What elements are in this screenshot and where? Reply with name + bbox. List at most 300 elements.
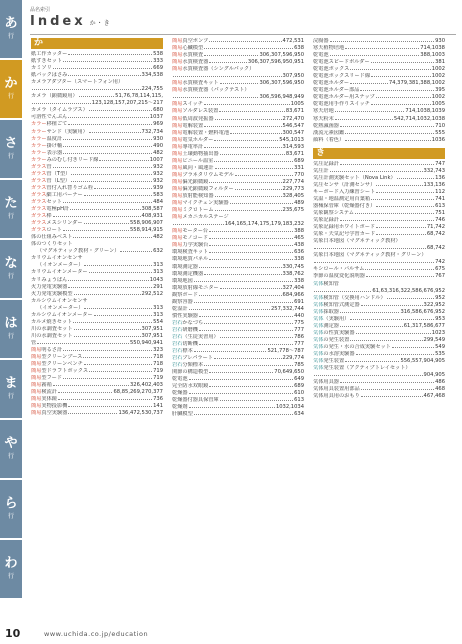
- entry-prefix: 気体: [313, 315, 324, 322]
- entry-page: 338: [294, 256, 304, 263]
- entry-page: 746: [435, 217, 445, 224]
- leader-dots: [392, 344, 434, 348]
- entry-page: 334,538: [141, 72, 163, 79]
- entry-page: 313: [153, 269, 163, 276]
- entry-page: 71,742: [426, 224, 445, 231]
- entry-label: カミソリ: [31, 65, 52, 72]
- entry-page: 558,914,915: [129, 227, 163, 234]
- entry-page: 1037: [149, 114, 163, 121]
- index-entry: [31, 403, 163, 410]
- entry-name: [313, 330, 355, 337]
- leader-dots: [355, 210, 434, 214]
- entry-label: 検流計: [41, 389, 57, 396]
- entry-label: 測定器: [323, 322, 339, 329]
- entry-prefix: 気体: [313, 322, 324, 329]
- entry-name: [313, 45, 344, 52]
- entry-prefix: 簡易: [31, 375, 42, 382]
- leader-dots: [199, 313, 293, 317]
- leader-dots: [79, 93, 114, 97]
- header-divider: [30, 34, 456, 35]
- tab-kana: さ: [4, 136, 18, 151]
- entry-label: 気圧計測実験セット（Nova Link）: [313, 174, 396, 181]
- leader-dots: [89, 107, 152, 111]
- entry-name: [31, 403, 67, 410]
- leader-dots: [74, 291, 141, 295]
- index-entry: [31, 298, 163, 305]
- leader-dots: [376, 94, 431, 98]
- entry-name: [313, 73, 370, 80]
- tab-5[interactable]: [0, 300, 22, 360]
- leader-dots: [220, 334, 293, 338]
- leader-dots: [376, 182, 422, 186]
- entry-name: [172, 320, 203, 327]
- entry-prefix: 簡易: [172, 193, 183, 200]
- tab-3[interactable]: [0, 180, 22, 240]
- entry-prefix: 簡易: [172, 45, 183, 52]
- tab-kana: や: [4, 436, 18, 451]
- entry-page: 395: [435, 87, 445, 94]
- entry-label: 火力発電実験模型: [31, 290, 73, 297]
- leader-dots: [214, 137, 278, 141]
- entry-name: [313, 358, 344, 365]
- index-entry: [172, 327, 304, 334]
- footer-url[interactable]: www.uchida.co.jp/education: [44, 630, 149, 638]
- entry-label: カメラアダプター（スマートフォン用）: [31, 79, 124, 86]
- entry-label: 導電率計: [182, 143, 204, 150]
- entry-label: 器械保管庫（乾燥器付き）: [313, 202, 376, 209]
- entry-label: 風向・風速計: [182, 164, 214, 171]
- entry-page: 549: [435, 343, 445, 350]
- entry-name: [172, 172, 234, 179]
- tab-0[interactable]: [0, 0, 22, 60]
- leader-dots: [204, 123, 281, 127]
- entry-name: [313, 38, 329, 45]
- entry-page: 675: [435, 266, 445, 273]
- entry-name: [313, 386, 360, 393]
- entry-name: [172, 123, 203, 130]
- entry-name: [313, 266, 364, 273]
- entry-name: [172, 165, 214, 172]
- entry-prefix: 気体: [313, 343, 324, 350]
- entry-label: プラネタリウムモデル: [182, 171, 234, 178]
- entry-prefix: 岩石: [172, 326, 183, 333]
- index-entry: [313, 386, 445, 393]
- leader-dots: [220, 285, 282, 289]
- entry-name: [172, 158, 213, 165]
- entry-prefix: 簡易: [31, 346, 42, 353]
- entry-label: 乾燥器付器具保管庫: [172, 397, 219, 404]
- leader-dots: [199, 264, 282, 268]
- entry-name: [31, 206, 69, 213]
- entry-page: 438: [294, 242, 304, 249]
- index-entry: [172, 87, 304, 94]
- entry-name: [172, 116, 214, 123]
- entry-name: [31, 347, 62, 354]
- index-entry: [313, 116, 445, 123]
- index-entry: [31, 340, 163, 347]
- index-entry: [313, 266, 445, 273]
- leader-dots: [345, 137, 431, 141]
- entry-page: 440: [294, 312, 304, 319]
- leader-dots: [209, 59, 247, 63]
- tab-1[interactable]: [0, 60, 22, 120]
- entry-page: 550,940,941: [129, 339, 163, 346]
- entry-label: みのむし付きリード線: [46, 156, 99, 163]
- entry-label: 移植ごて: [46, 121, 68, 128]
- index-entry: [31, 241, 163, 248]
- leader-dots: [63, 58, 152, 62]
- entry-label: 体のつくりセット: [31, 241, 73, 248]
- entry-page: 299,549: [423, 336, 445, 343]
- leader-dots: [70, 206, 140, 210]
- entry-label: 棒: [46, 213, 52, 220]
- entry-page: 388: [294, 228, 304, 235]
- entry-label: 体の仕組みベスト: [31, 234, 73, 241]
- leader-dots: [189, 390, 294, 394]
- entry-name: [172, 87, 250, 94]
- tab-kana: た: [4, 196, 18, 211]
- index-entry: [172, 285, 304, 292]
- entry-label: メカニカルステージ: [182, 214, 229, 221]
- index-entry: [31, 389, 163, 396]
- index-entry: [172, 369, 304, 376]
- leader-dots: [376, 231, 426, 235]
- entry-name: [31, 389, 57, 396]
- index-entry: [172, 306, 304, 313]
- tab-8[interactable]: [0, 480, 22, 540]
- entry-page: 306,307,596,950: [259, 80, 304, 87]
- leader-dots: [350, 316, 434, 320]
- index-entry: [313, 309, 445, 316]
- entry-page: 323: [153, 346, 163, 353]
- entry-prefix: 簡易: [172, 66, 183, 73]
- leader-dots: [361, 386, 434, 390]
- leader-dots: [314, 288, 371, 292]
- entry-label: カメラ（タイムラプス）: [31, 107, 88, 114]
- entry-name: [31, 312, 93, 319]
- leader-dots: [340, 379, 434, 383]
- index-entry: [313, 203, 445, 210]
- entry-page: 272,470: [282, 115, 304, 122]
- leader-dots: [120, 248, 152, 252]
- index-entry: [172, 235, 304, 242]
- entry-name: [313, 273, 365, 280]
- entry-label: 気象観察システム: [313, 210, 354, 217]
- entry-label: 細工用バーナー: [46, 191, 83, 198]
- leader-dots: [71, 178, 152, 182]
- entry-label: 研磨機: [182, 326, 198, 333]
- entry-name: [31, 284, 67, 291]
- entry-page: 558,906,907: [129, 220, 163, 227]
- entry-label: 温度計: [46, 135, 63, 142]
- leader-dots: [199, 327, 293, 331]
- index-entry: [313, 259, 445, 266]
- leader-dots: [194, 348, 267, 352]
- entry-label: （生徒実習用）: [182, 333, 219, 340]
- entry-label: 気圧記録計: [313, 160, 339, 167]
- tab-6[interactable]: [0, 360, 22, 420]
- entry-label: 気体用具装置用部品: [313, 386, 360, 393]
- entry-prefix: 簡易: [31, 382, 42, 389]
- entry-prefix: 簡易: [31, 368, 42, 375]
- tab-gyo: 行: [7, 273, 14, 280]
- entry-name: [313, 302, 360, 309]
- entry-prefix: ガラス: [31, 163, 47, 170]
- entry-page: 930: [153, 135, 163, 142]
- entry-prefix: ガラス: [31, 220, 47, 227]
- leader-dots: [209, 249, 293, 253]
- entry-page: 388,1003: [420, 52, 445, 59]
- entry-label: 実物投影機: [41, 403, 68, 410]
- leader-dots: [215, 165, 294, 169]
- entry-name: [31, 277, 67, 284]
- index-entry: [172, 292, 304, 299]
- entry-label: （イオンメーター）: [37, 262, 84, 269]
- index-entry: [313, 358, 445, 365]
- entry-label: 電解装置: [182, 122, 204, 129]
- entry-label: 電気ホルダー: [182, 136, 214, 143]
- entry-name: [31, 319, 72, 326]
- index-entry: [313, 344, 445, 351]
- entry-label: 検知管式測定器: [323, 301, 360, 308]
- tab-kana: は: [4, 316, 18, 331]
- entry-name: [172, 341, 198, 348]
- entry-name: [172, 144, 203, 151]
- entry-prefix: 簡易: [172, 38, 183, 44]
- index-entry: [172, 116, 304, 123]
- index-entry: [31, 220, 163, 227]
- entry-page: 224,755: [141, 86, 163, 93]
- tab-gyo: 行: [7, 153, 14, 160]
- tab-7[interactable]: [0, 420, 22, 480]
- entry-name: [172, 313, 198, 320]
- leader-dots: [209, 256, 293, 260]
- entry-prefix: 簡易: [172, 80, 183, 87]
- entry-name: [313, 309, 339, 316]
- leader-dots: [314, 372, 423, 376]
- leader-dots: [356, 330, 431, 334]
- entry-label: の水溶実験器: [323, 350, 355, 357]
- entry-label: 気象記録用ホワイトボード: [313, 224, 376, 231]
- index-entry: [172, 341, 304, 348]
- entry-label: 型クリーンベンチ: [41, 361, 83, 368]
- entry-name: [172, 66, 254, 73]
- entry-prefix: 気体: [313, 350, 324, 357]
- entry-name: [31, 58, 62, 65]
- entry-label: 気象日本地図（マグネティック教材・グリーン）: [313, 252, 427, 259]
- tab-kana: わ: [4, 556, 18, 571]
- entry-label: 管: [31, 339, 37, 346]
- index-entry: [313, 379, 445, 386]
- entry-page: 68,742: [426, 231, 445, 238]
- entry-prefix: 簡易: [31, 361, 42, 368]
- index-entry: [31, 291, 163, 298]
- entry-name: [172, 186, 234, 193]
- index-entry: [31, 178, 163, 185]
- index-entry: [172, 73, 304, 80]
- tab-4[interactable]: [0, 240, 22, 300]
- entry-page: 306,596,948,949: [259, 94, 304, 101]
- index-entry: [313, 224, 445, 231]
- entry-label: 掛け軸: [46, 142, 63, 149]
- leader-dots: [63, 227, 129, 231]
- index-entry: [31, 262, 163, 269]
- leader-dots: [189, 404, 275, 408]
- entry-page: 634: [294, 411, 304, 418]
- leader-dots: [84, 361, 152, 365]
- index-entry: [313, 161, 445, 168]
- entry-label: 紙バックはさみ: [31, 72, 68, 79]
- tab-9[interactable]: [0, 540, 22, 600]
- entry-name: [31, 220, 83, 227]
- entry-page: 777: [294, 326, 304, 333]
- entry-page: 291: [153, 283, 163, 290]
- entry-page: 649: [294, 376, 304, 383]
- leader-dots: [209, 38, 281, 42]
- tab-gyo: 行: [7, 393, 14, 400]
- leader-dots: [376, 189, 434, 193]
- entry-label: 乾湿計: [172, 305, 188, 312]
- leader-dots: [173, 94, 258, 98]
- entry-prefix: 簡易: [172, 171, 183, 178]
- index-entry: [172, 45, 304, 52]
- index-entry: [31, 100, 163, 107]
- leader-dots: [84, 262, 152, 266]
- index-entry: [172, 179, 304, 186]
- entry-prefix: 簡易: [172, 87, 183, 94]
- entry-prefix: ガラス: [31, 213, 47, 220]
- entry-label: 環境検査キット: [172, 249, 209, 256]
- index-entry: [172, 144, 304, 151]
- entry-page: 718: [153, 361, 163, 368]
- entry-prefix: ガラス: [31, 170, 47, 177]
- entry-name: [172, 38, 208, 45]
- entry-page: 932: [153, 163, 163, 170]
- leader-dots: [314, 245, 426, 249]
- entry-page: 1002: [431, 66, 445, 73]
- entry-name: [31, 410, 67, 417]
- leader-dots: [63, 136, 152, 140]
- index-entry: [313, 337, 445, 344]
- leader-dots: [68, 284, 152, 288]
- entry-page: 338,762: [282, 270, 304, 277]
- leader-dots: [74, 333, 141, 337]
- leader-dots: [194, 278, 293, 282]
- index-entry: [172, 348, 304, 355]
- leader-dots: [199, 292, 282, 296]
- entry-label: プレパラート: [182, 355, 213, 362]
- leader-dots: [173, 221, 224, 225]
- entry-name: [31, 178, 70, 185]
- entry-page: 741: [435, 195, 445, 202]
- entry-page: 742: [435, 259, 445, 266]
- tab-gyo: 行: [7, 93, 14, 100]
- leader-dots: [204, 362, 293, 366]
- leader-dots: [215, 116, 282, 120]
- entry-prefix: カラー: [31, 142, 47, 149]
- entry-label: 気象・天気記号学習カード: [313, 231, 376, 238]
- entry-page: 1032,1034: [275, 404, 304, 411]
- tab-2[interactable]: [0, 120, 22, 180]
- leader-dots: [37, 340, 129, 344]
- entry-label: 乾電池用手作りスイッチ: [313, 101, 370, 108]
- entry-page: 689: [294, 157, 304, 164]
- entry-page: 327,404: [282, 284, 304, 291]
- entry-page: 613: [435, 202, 445, 209]
- entry-label: ロート: [46, 227, 62, 234]
- entry-prefix: 気体: [313, 301, 324, 308]
- leader-dots: [356, 351, 435, 355]
- tab-kana: あ: [4, 16, 18, 31]
- entry-page: 932: [153, 177, 163, 184]
- entry-list: [31, 51, 163, 417]
- entry-name: [172, 179, 208, 186]
- entry-prefix: 気体: [313, 358, 324, 365]
- entry-page: 638: [294, 45, 304, 52]
- entry-page: 786: [294, 333, 304, 340]
- tab-gyo: 行: [7, 213, 14, 220]
- entry-label: 寒天培地: [313, 108, 334, 115]
- entry-label: セット: [46, 198, 62, 205]
- entry-prefix: カラー: [31, 156, 47, 163]
- entry-prefix: 簡易: [172, 207, 183, 214]
- leader-dots: [335, 108, 405, 112]
- leader-dots: [340, 161, 434, 165]
- entry-label: キーボード入力練習シート: [313, 188, 376, 195]
- entry-name: [172, 200, 229, 207]
- entry-name: [172, 80, 219, 87]
- entry-prefix: 気体: [313, 329, 324, 336]
- entry-prefix: 簡易: [172, 228, 183, 235]
- entry-prefix: 簡易: [31, 354, 42, 361]
- entry-name: [172, 306, 188, 313]
- entry-label: の性質実験器: [323, 329, 355, 336]
- index-entry: [31, 305, 163, 312]
- entry-name: [172, 242, 208, 249]
- leader-dots: [63, 347, 152, 351]
- entry-label: 可溶性でんぷん: [31, 114, 68, 121]
- entry-name: [313, 80, 349, 87]
- entry-name: [313, 295, 386, 302]
- index-entry: [31, 136, 163, 143]
- entry-page: 767: [435, 273, 445, 280]
- entry-page: 74,379,381,388,1002: [388, 80, 445, 87]
- entry-page: 719: [153, 368, 163, 375]
- entry-name: [172, 397, 219, 404]
- entry-prefix: ガラス: [31, 198, 47, 205]
- entry-name: [31, 396, 57, 403]
- index-entry: [31, 192, 163, 199]
- entry-name: [313, 108, 334, 115]
- leader-dots: [330, 168, 423, 172]
- entry-page: 333: [153, 58, 163, 65]
- leader-dots: [214, 158, 293, 162]
- index-entry: [31, 129, 163, 136]
- entry-name: [172, 228, 208, 235]
- entry-page: 732,734: [141, 128, 163, 135]
- entry-label: の発生・水の合成実験セット: [323, 343, 391, 350]
- leader-dots: [204, 271, 281, 275]
- entry-name: [172, 383, 208, 390]
- entry-name: [31, 93, 78, 100]
- entry-page: 70,649,650: [274, 369, 304, 376]
- index-entry: [313, 59, 445, 66]
- index-entry: [31, 234, 163, 241]
- leader-dots: [94, 312, 152, 316]
- entry-prefix: 岩石: [172, 362, 183, 369]
- leader-dots: [376, 203, 434, 207]
- entry-page: 747: [435, 160, 445, 167]
